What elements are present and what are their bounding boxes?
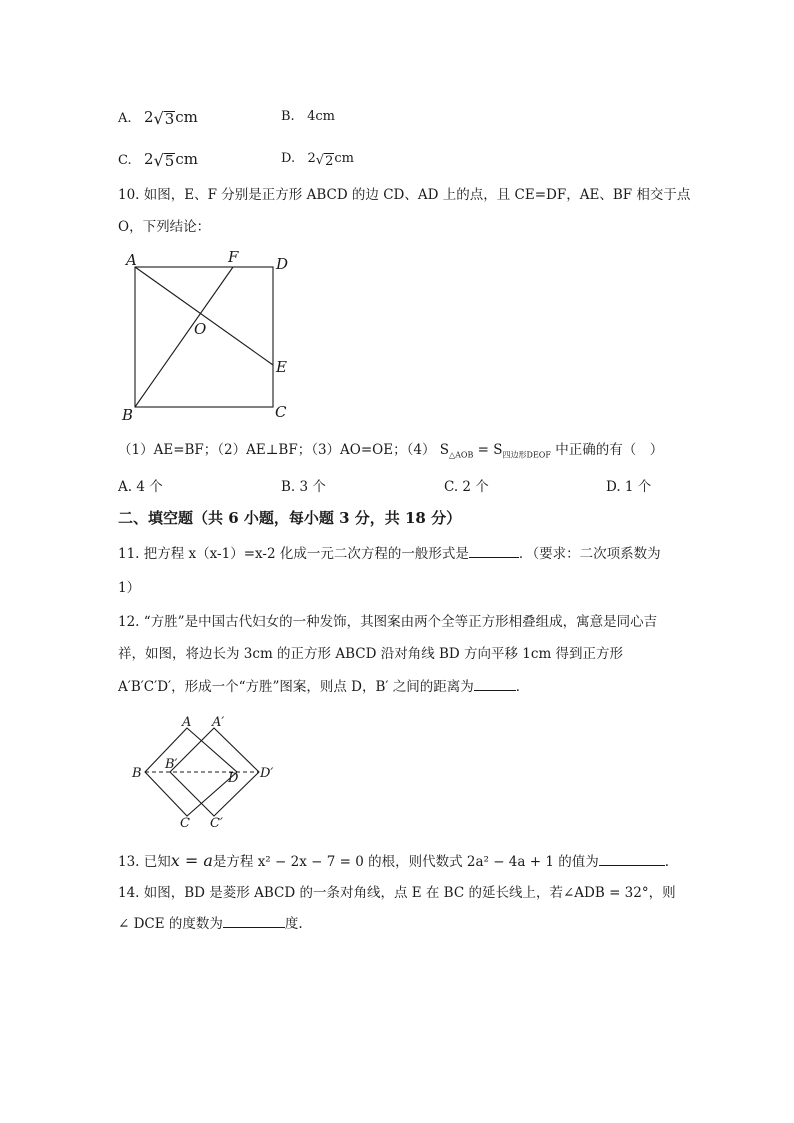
- area-subscript: 四边形DEOF: [502, 450, 551, 460]
- label-d: D: [276, 255, 289, 273]
- label-c: C: [275, 403, 287, 421]
- sqrt-expression: [144, 107, 198, 127]
- q14-line1: 14. 如图，BD 是菱形 ABCD 的一条对角线，点 E 在 BC 的延长线上，若∠ADB = 32°，则: [118, 885, 676, 901]
- radical-icon: √: [153, 109, 164, 128]
- q11-text-post: ．（要求：二次项系数为: [518, 546, 661, 562]
- q13-expression: x = a: [170, 851, 213, 870]
- label-b-prime: B′: [165, 757, 178, 772]
- unit: cm: [175, 108, 198, 126]
- q10-option-d: D. 1 个: [606, 479, 652, 495]
- q11-text: 11. 把方程 x（x-1）=x-2 化成一元二次方程的一般形式是: [118, 546, 469, 562]
- option-label: B.: [281, 109, 295, 124]
- coef: 2: [307, 151, 316, 166]
- option-a: [118, 107, 198, 129]
- q11-line1: [118, 543, 661, 564]
- option-label: D.: [281, 151, 296, 166]
- q14-text: ∠ DCE 的度数为: [118, 916, 223, 932]
- label-a: A: [126, 251, 137, 269]
- q13-line: [118, 851, 669, 872]
- unit: cm: [175, 150, 198, 168]
- option-c: [118, 149, 198, 171]
- label-d: D: [228, 771, 239, 786]
- option-label: C.: [118, 153, 132, 168]
- q12-text: A′B′C′D′，形成一个“方胜”图案，则点 D，B′ 之间的距离为: [118, 679, 474, 695]
- q10-line2: O，下列结论：: [118, 219, 211, 235]
- answer-blank[interactable]: [474, 676, 516, 691]
- q10-conclusions: [118, 440, 663, 466]
- area-expression: [440, 442, 555, 458]
- unit: cm: [334, 151, 354, 166]
- q10-line1: 10. 如图，E、F 分别是正方形 ABCD 的边 CD、AD 上的点，且 CE=DF，AE、BF 相交于点: [118, 187, 691, 203]
- sqrt-expression: [144, 149, 198, 169]
- q12-text-post: ．: [515, 679, 530, 695]
- answer-blank[interactable]: [599, 851, 665, 866]
- radicand: 2: [325, 154, 334, 169]
- area-symbol: S: [493, 442, 503, 458]
- q13-text-post: .: [664, 854, 670, 870]
- q10-option-b: B. 3 个: [281, 479, 326, 495]
- area-symbol: S: [439, 442, 449, 458]
- q11-line2: 1）: [118, 580, 141, 596]
- radicand: 5: [164, 152, 175, 170]
- area-subscript: △AOB: [449, 450, 474, 460]
- label-a-prime: A′: [212, 715, 225, 730]
- label-b: B: [132, 766, 142, 781]
- label-a: A: [182, 715, 192, 730]
- option-text: 4cm: [307, 109, 335, 124]
- answer-blank[interactable]: [223, 913, 285, 928]
- q10-option-a: A. 4 个: [118, 479, 163, 495]
- answer-blank[interactable]: [469, 543, 519, 558]
- radicand: 3: [164, 110, 175, 128]
- label-e: E: [276, 358, 287, 376]
- option-label: A.: [118, 111, 132, 126]
- fangsheng-figure: [126, 710, 286, 835]
- label-b: B: [122, 406, 134, 424]
- radical-icon: √: [153, 151, 164, 170]
- q12-line3: [118, 676, 529, 697]
- label-d-prime: D′: [260, 766, 274, 781]
- label-c: C: [180, 816, 190, 831]
- label-f: F: [228, 248, 239, 266]
- coef: 2: [143, 108, 154, 126]
- option-b: [281, 107, 335, 127]
- section-heading: 二、填空题（共 6 小题，每小题 3 分，共 18 分）: [118, 509, 462, 527]
- label-c-prime: C′: [210, 816, 223, 831]
- segment-bf: [135, 267, 233, 407]
- sqrt-expression: [308, 149, 354, 169]
- q14-text-post: 度.: [284, 916, 303, 932]
- q12-line1: 12. “方胜”是中国古代妇女的一种发饰，其图案由两个全等正方形相叠组成，寓意是同心吉: [118, 614, 658, 630]
- q10-square-figure: [118, 245, 308, 425]
- label-o: O: [194, 320, 207, 338]
- q14-line2: [118, 913, 303, 934]
- q10-option-c: C. 2 个: [444, 479, 489, 495]
- q13-text: 13. 已知: [118, 854, 171, 870]
- q12-line2: 祥，如图，将边长为 3cm 的正方形 ABCD 沿对角线 BD 方向平移 1cm 得到正方形: [118, 646, 624, 662]
- conclusions-text: （1）AE=BF；（2）AE⊥BF；（3）AO=OE；（4）: [118, 442, 436, 458]
- option-d: [281, 149, 354, 169]
- segment-ae: [135, 267, 273, 365]
- q13-text-mid: 是方程 x² − 2x − 7 = 0 的根，则代数式 2a² − 4a + 1 的值为: [212, 854, 599, 870]
- conclusions-suffix: 中正确的有（ ）: [555, 442, 664, 458]
- radical-icon: √: [315, 153, 325, 168]
- coef: 2: [144, 150, 154, 168]
- equals-sign: =: [477, 442, 489, 458]
